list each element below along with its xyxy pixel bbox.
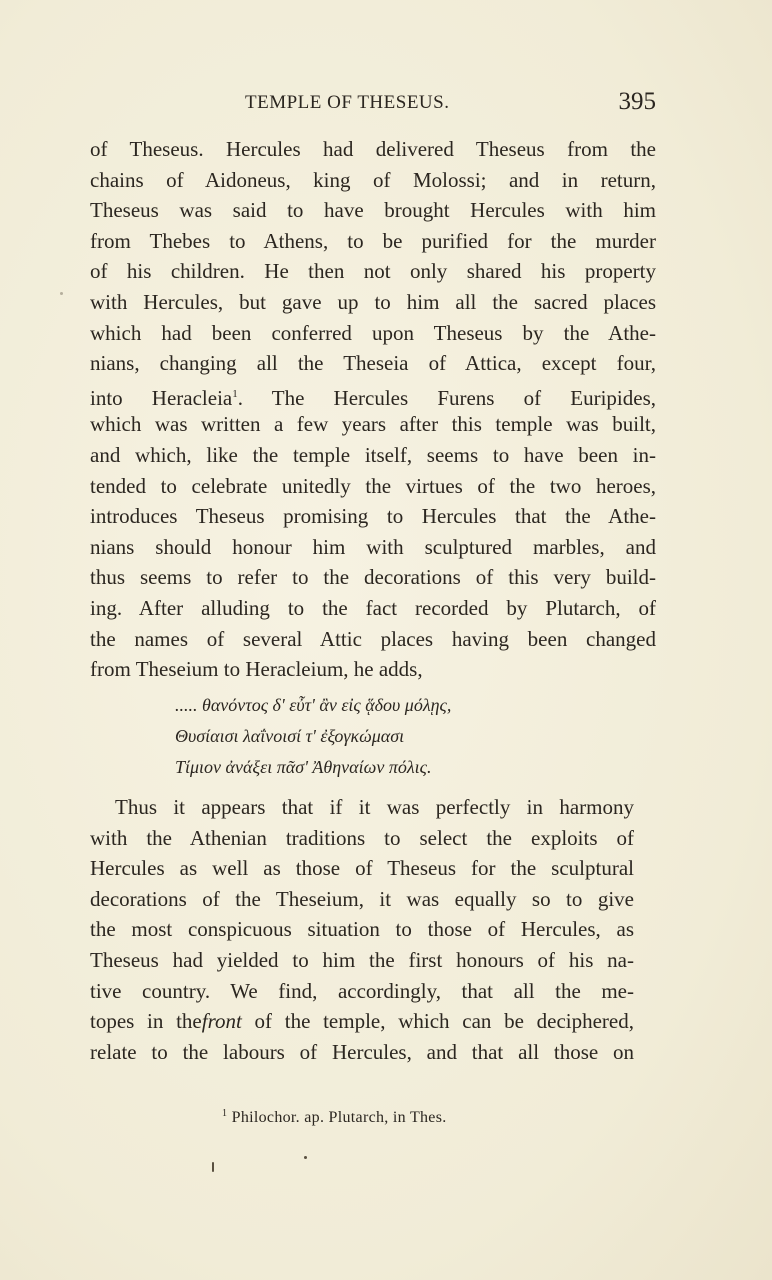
footnote-marker: 1	[222, 1108, 228, 1119]
text-line: of Theseus. Hercules had delivered Theseus from the	[90, 137, 656, 161]
text-line: tended to celebrate unitedly the virtues of the two heroes,	[90, 473, 656, 498]
paragraph-2	[90, 792, 634, 1067]
greek-verse-quotation	[175, 690, 555, 783]
page-number: 395	[618, 88, 656, 115]
text-line: nians should honour him with sculptured marbles, and	[90, 534, 656, 559]
verse-line: ..... θανόντος δ' εὖτ' ἂν εἰς ᾅδου μόλῃς,	[175, 695, 452, 715]
text-line: which had been conferred upon Theseus by the Athe-	[90, 320, 656, 345]
text-line: introduces Theseus promising to Hercules that the Athe-	[90, 504, 656, 529]
text-line: chains of Aidoneus, king of Molossi; and in return,	[90, 167, 656, 192]
text-line: and which, like the temple itself, seems to have been in-	[90, 442, 656, 467]
text-line: nians, changing all the Theseia of Attica, except four,	[90, 351, 656, 376]
footnote-reference: 1	[232, 387, 238, 400]
text-line: ing. After alluding to the fact recorded by Plutarch, of	[90, 595, 656, 620]
text-line: relate to the labours of Hercules, and that all those on	[90, 1039, 634, 1064]
text-line: the most conspicuous situation to those of Hercules, as	[90, 917, 634, 942]
text-line: which was written a few years after this temple was built,	[90, 412, 656, 437]
text-line: thus seems to refer to the decorations of this very build-	[90, 565, 656, 590]
running-title: TEMPLE OF THESEUS.	[245, 92, 450, 113]
text-line: Hercules as well as those of Theseus for the sculptural	[90, 856, 634, 881]
text-line-with-emphasis	[90, 1006, 634, 1037]
emphasized-word: front	[201, 1009, 242, 1034]
text-line: with the Athenian traditions to select the exploits of	[90, 825, 634, 850]
paper-speck	[304, 1156, 307, 1159]
text-line-with-footnote	[90, 379, 656, 410]
text-line: with Hercules, but gave up to him all the sacred places	[90, 289, 656, 314]
paper-speck	[212, 1162, 214, 1172]
text-line: Theseus had yielded to him the first honours of his na-	[90, 947, 634, 972]
text-line: Theseus was said to have brought Hercules with him	[90, 198, 656, 223]
text-line: from Theseium to Heracleium, he adds,	[90, 657, 423, 682]
verse-line: Τίμιον ἀνάξει πᾶσ' Ἀθηναίων πόλις.	[175, 757, 432, 777]
text-segment: of the temple, which can be deciphered,	[241, 1009, 634, 1034]
paragraph-1	[90, 134, 656, 685]
text-line: of his children. He then not only shared his property	[90, 259, 656, 284]
footnote	[222, 1108, 447, 1127]
text-line: Thus it appears that if it was perfectly in harmony	[115, 795, 634, 819]
running-head	[90, 88, 656, 122]
paper-speck	[60, 292, 63, 295]
footnote-text: Philochor. ap. Plutarch, in Thes.	[231, 1109, 447, 1126]
verse-line: Θυσίαισι λαΐνοισί τ' ἐξογκώμασι	[175, 726, 405, 746]
text-line: tive country. We find, accordingly, that all the me-	[90, 978, 634, 1003]
text-segment: . The Hercules Furens of Euripides,	[237, 385, 656, 410]
text-line: the names of several Attic places having been changed	[90, 626, 656, 651]
text-line: decorations of the Theseium, it was equally so to give	[90, 886, 634, 911]
text-segment: into Heracleia	[90, 385, 233, 410]
text-line: from Thebes to Athens, to be purified for the murder	[90, 228, 656, 253]
text-segment: topes in the	[90, 1009, 202, 1034]
